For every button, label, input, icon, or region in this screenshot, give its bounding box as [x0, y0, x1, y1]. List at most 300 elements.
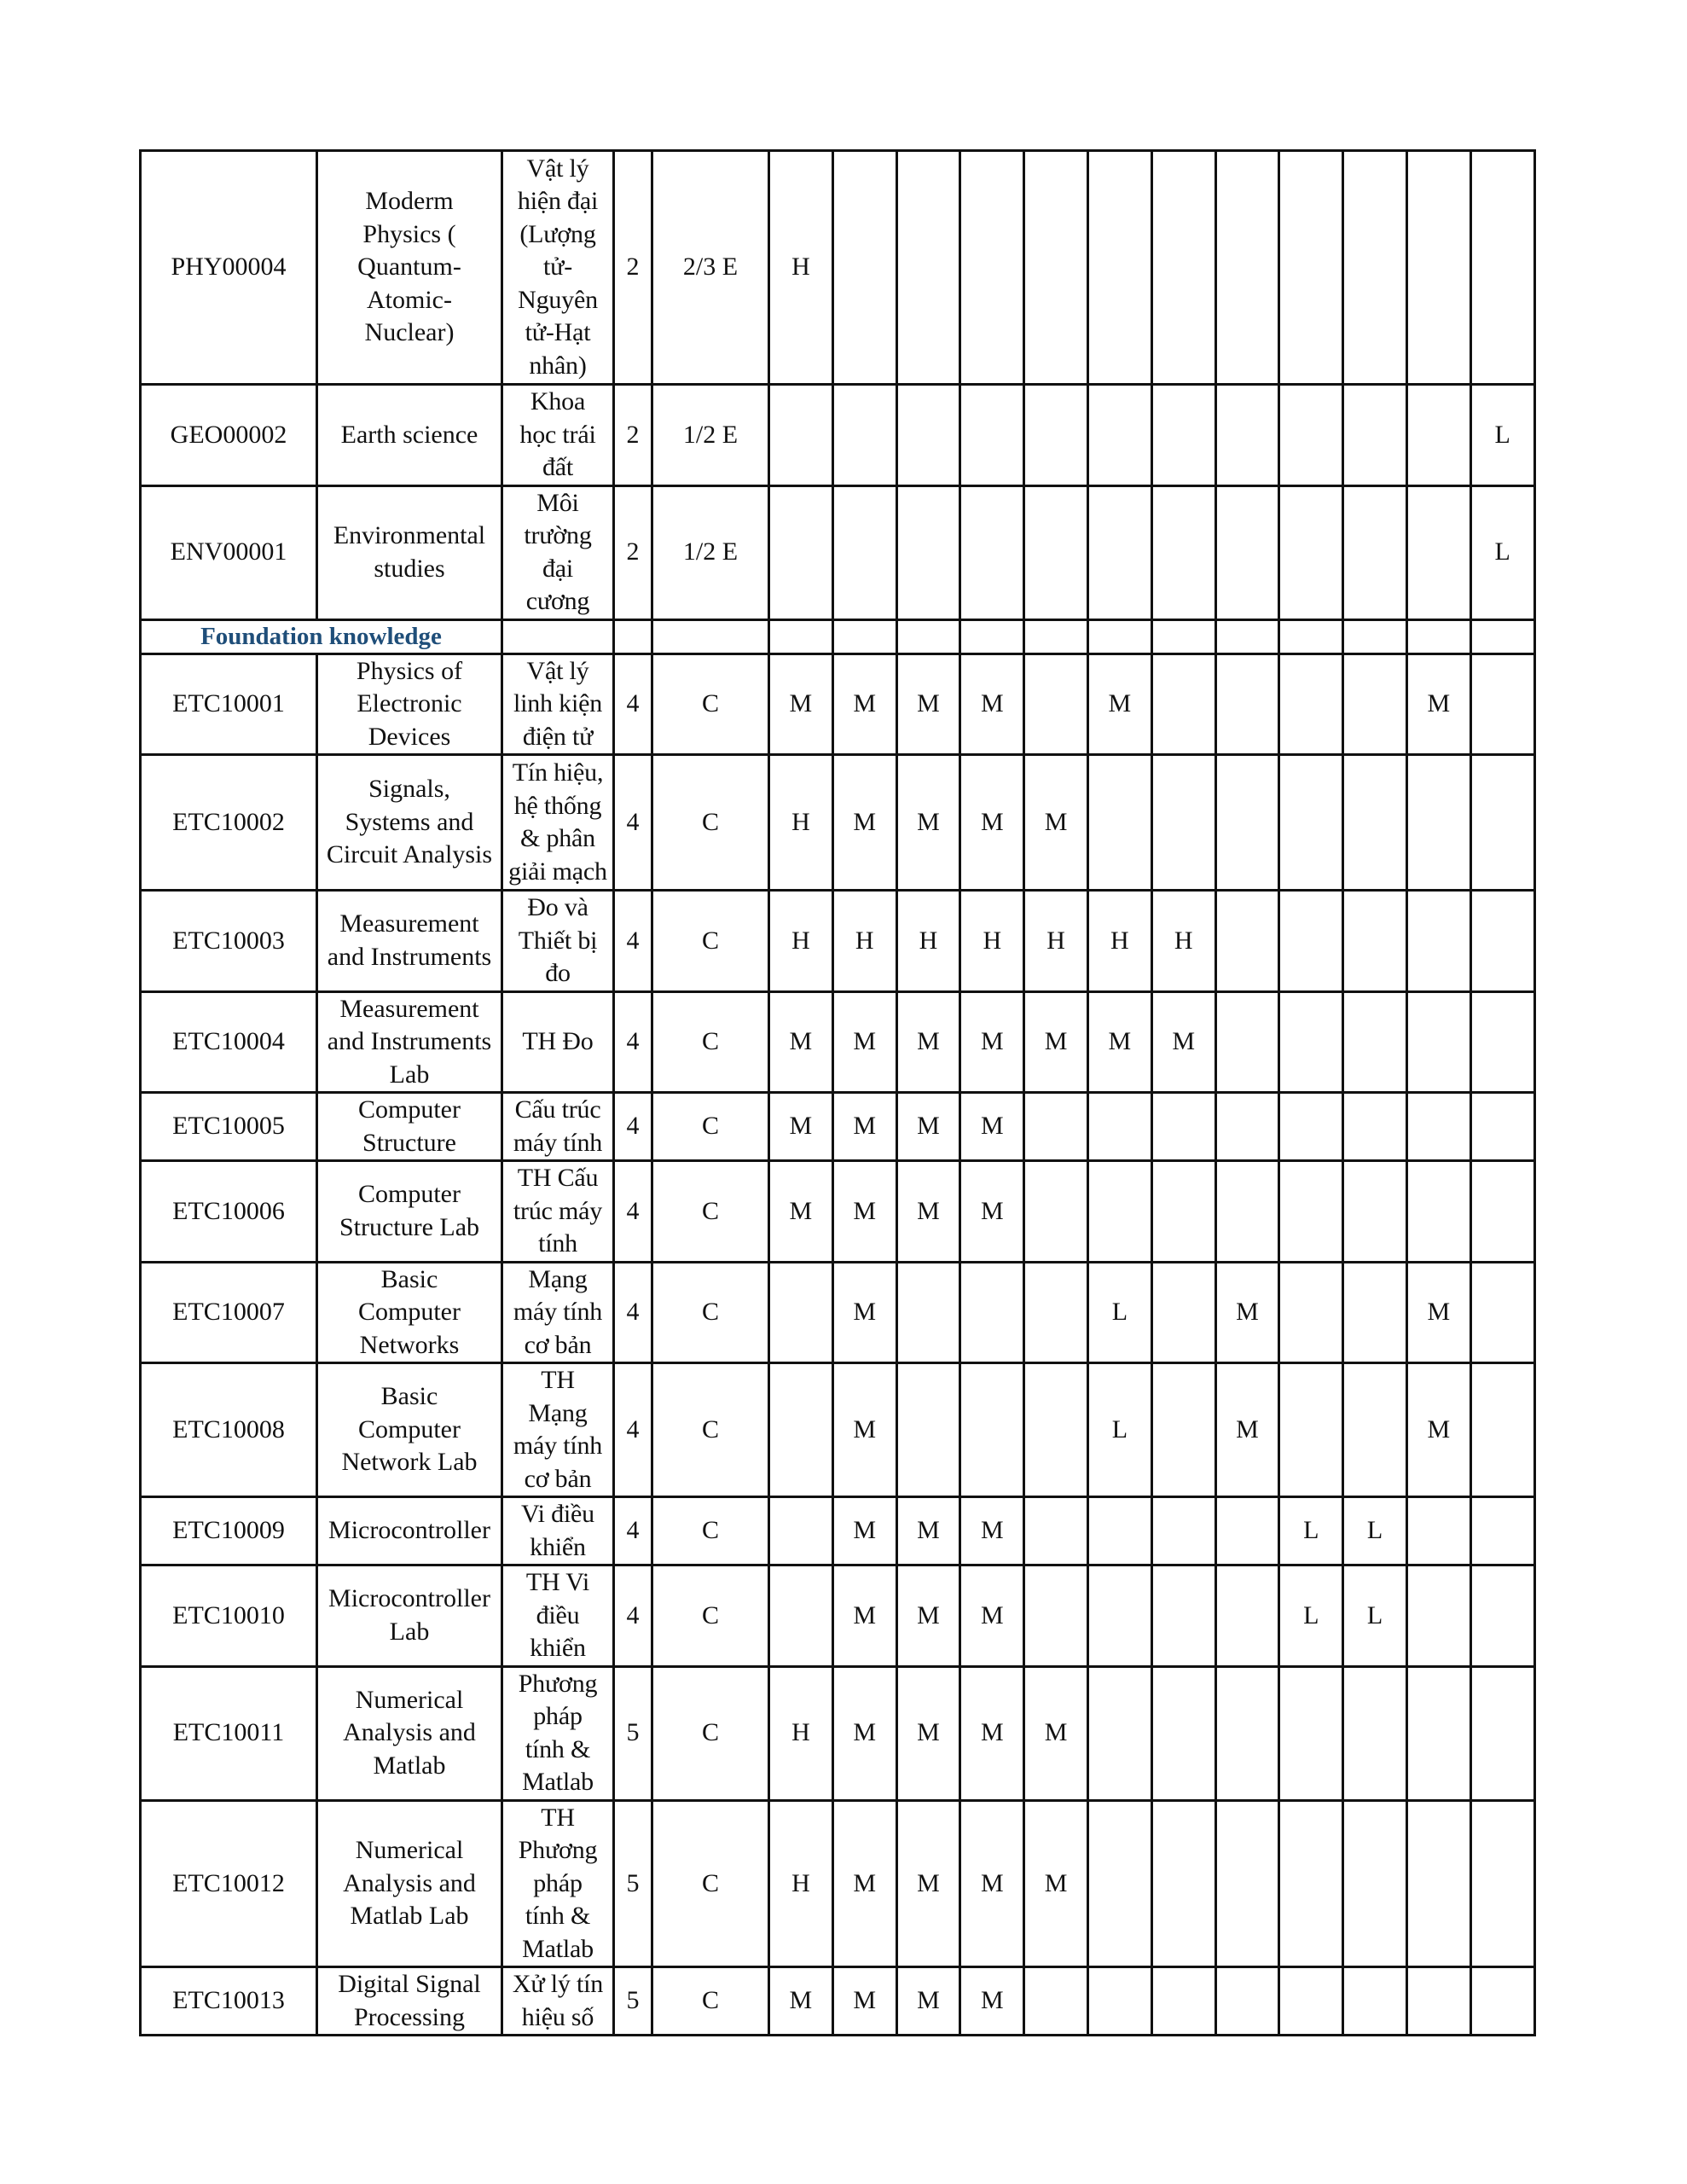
outcome-level	[1470, 1800, 1534, 1967]
course-name-vn-line: Matlab	[522, 1934, 594, 1963]
course-type: C	[652, 1565, 769, 1667]
outcome-level	[1215, 891, 1279, 992]
course-name-en-line: Computer	[358, 1414, 461, 1443]
outcome-level: M	[1024, 755, 1088, 891]
course-name-vn	[502, 1666, 614, 1800]
course-type: C	[652, 991, 769, 1093]
outcome-level: M	[832, 1093, 896, 1161]
outcome-level	[1470, 1161, 1534, 1263]
outcome-level	[1087, 1666, 1151, 1800]
course-name-vn-line: Thiết bị	[518, 926, 598, 955]
empty-cell	[1151, 619, 1215, 653]
outcome-level	[1406, 1497, 1470, 1565]
course-name-vn-line: điện tử	[522, 722, 594, 751]
course-name-en-line: Measurement	[339, 994, 479, 1023]
outcome-level	[1470, 151, 1534, 385]
outcome-level	[769, 1565, 833, 1667]
outcome-level	[1279, 1262, 1343, 1363]
outcome-level	[1343, 485, 1407, 619]
outcome-level: H	[960, 891, 1024, 992]
course-name-en-line: Analysis and	[343, 1868, 476, 1897]
course-name-vn-line: pháp	[533, 1702, 583, 1730]
outcome-level: M	[896, 1497, 960, 1565]
outcome-level: M	[1406, 1363, 1470, 1497]
outcome-level	[960, 485, 1024, 619]
credits: 4	[614, 991, 652, 1093]
outcome-level	[1343, 385, 1407, 486]
course-name-vn-line: cơ bản	[524, 1330, 592, 1359]
course-name-en	[317, 1093, 502, 1161]
course-name-en-line: Atomic-	[367, 285, 452, 314]
course-name-en	[317, 485, 502, 619]
outcome-level	[1151, 151, 1215, 385]
course-type: C	[652, 891, 769, 992]
outcome-level	[1343, 891, 1407, 992]
course-name-en	[317, 991, 502, 1093]
course-name-vn	[502, 1565, 614, 1667]
outcome-level	[1343, 1093, 1407, 1161]
outcome-level	[1087, 485, 1151, 619]
empty-cell	[1087, 619, 1151, 653]
outcome-level	[1343, 1161, 1407, 1263]
outcome-level	[1406, 1666, 1470, 1800]
outcome-level	[1279, 1800, 1343, 1967]
outcome-level	[769, 1497, 833, 1565]
outcome-level	[1024, 1363, 1088, 1497]
course-name-vn-line: cơ bản	[524, 1464, 592, 1493]
outcome-level	[1151, 755, 1215, 891]
outcome-level	[1343, 1666, 1407, 1800]
course-name-vn-line: Phương	[518, 1836, 598, 1864]
course-name-en	[317, 653, 502, 755]
course-code: ETC10001	[141, 653, 317, 755]
course-name-vn-line: nhân)	[529, 351, 587, 380]
outcome-level	[1151, 1666, 1215, 1800]
outcome-level: L	[1343, 1565, 1407, 1667]
course-name-vn-line: Tín hiệu,	[512, 758, 604, 787]
outcome-level	[1151, 1967, 1215, 2036]
course-name-vn-line: Môi	[536, 488, 579, 517]
outcome-level	[1406, 755, 1470, 891]
course-name-en-line: studies	[374, 554, 445, 583]
outcome-level	[1024, 1093, 1088, 1161]
course-type: C	[652, 1262, 769, 1363]
course-type: C	[652, 1363, 769, 1497]
course-name-en-line: Systems and	[345, 807, 474, 836]
empty-cell	[1343, 619, 1407, 653]
outcome-level: M	[960, 1967, 1024, 2036]
outcome-level	[1024, 653, 1088, 755]
course-code: ETC10004	[141, 991, 317, 1093]
course-name-vn-line: & phân	[520, 824, 595, 852]
outcome-level	[1087, 1093, 1151, 1161]
course-name-vn-line: tính	[538, 1229, 577, 1258]
course-name-vn-line: đo	[545, 959, 571, 987]
course-code: ETC10012	[141, 1800, 317, 1967]
course-name-vn-line: tính &	[525, 1734, 591, 1763]
outcome-level	[1024, 1967, 1088, 2036]
course-name-en	[317, 1363, 502, 1497]
outcome-level	[1024, 1161, 1088, 1263]
course-code: PHY00004	[141, 151, 317, 385]
empty-cell	[1279, 619, 1343, 653]
outcome-level: H	[896, 891, 960, 992]
course-name-en-line: Lab	[389, 1060, 430, 1089]
course-name-vn-line: khiển	[530, 1634, 586, 1662]
course-code: ETC10005	[141, 1093, 317, 1161]
course-name-en-line: Microcontroller	[328, 1584, 490, 1613]
course-name-vn-line: TH Cấu	[517, 1164, 599, 1192]
outcome-level: M	[769, 1093, 833, 1161]
table-row	[141, 485, 1535, 619]
course-name-vn-line: hiện đại	[517, 187, 599, 216]
course-name-en	[317, 1565, 502, 1667]
outcome-level: L	[1279, 1497, 1343, 1565]
outcome-level: M	[769, 991, 833, 1093]
outcome-level	[1215, 1161, 1279, 1263]
outcome-level	[960, 1262, 1024, 1363]
course-name-en	[317, 151, 502, 385]
empty-cell	[960, 619, 1024, 653]
outcome-level: M	[1087, 653, 1151, 755]
credits: 4	[614, 755, 652, 891]
outcome-level	[1087, 1565, 1151, 1667]
outcome-level	[1024, 485, 1088, 619]
outcome-level	[1406, 1161, 1470, 1263]
outcome-level	[1470, 891, 1534, 992]
course-type: 2/3 E	[652, 151, 769, 385]
outcome-level: M	[896, 1161, 960, 1263]
outcome-level	[1151, 1262, 1215, 1363]
outcome-level: M	[896, 1093, 960, 1161]
course-name-vn-line: TH	[541, 1803, 575, 1832]
outcome-level: M	[960, 1093, 1024, 1161]
course-name-vn-line: học trái	[519, 420, 596, 449]
course-name-en-line: Analysis and	[343, 1718, 476, 1747]
outcome-level	[1343, 1800, 1407, 1967]
outcome-level	[1279, 1967, 1343, 2036]
outcome-level: M	[769, 653, 833, 755]
course-name-vn-line: tử-	[543, 253, 572, 282]
course-code: ETC10006	[141, 1161, 317, 1263]
course-name-en	[317, 1161, 502, 1263]
course-type: C	[652, 1161, 769, 1263]
outcome-level	[1215, 1497, 1279, 1565]
outcome-level	[1470, 755, 1534, 891]
outcome-level: M	[896, 1800, 960, 1967]
outcome-level	[832, 385, 896, 486]
credits: 4	[614, 1093, 652, 1161]
course-name-en-line: Numerical	[355, 1836, 464, 1864]
outcome-level	[1087, 1800, 1151, 1967]
outcome-level: M	[832, 1161, 896, 1263]
empty-cell	[769, 619, 833, 653]
outcome-level: L	[1087, 1262, 1151, 1363]
outcome-level: M	[960, 1800, 1024, 1967]
outcome-level	[1343, 755, 1407, 891]
course-name-en-line: Numerical	[355, 1685, 464, 1714]
course-name-en-line: Quantum-	[357, 253, 461, 282]
outcome-level	[1279, 385, 1343, 486]
course-name-vn-line: Vật lý	[526, 154, 589, 183]
outcome-level: M	[896, 991, 960, 1093]
course-name-en	[317, 891, 502, 992]
course-name-vn	[502, 653, 614, 755]
empty-cell	[1024, 619, 1088, 653]
outcome-level: M	[960, 1565, 1024, 1667]
outcome-level	[1087, 1967, 1151, 2036]
course-name-en-line: Earth science	[340, 420, 478, 449]
outcome-level: M	[1087, 991, 1151, 1093]
course-code: ETC10010	[141, 1565, 317, 1667]
outcome-level	[1279, 1093, 1343, 1161]
outcome-level	[769, 1363, 833, 1497]
course-name-vn	[502, 991, 614, 1093]
outcome-level	[1215, 1093, 1279, 1161]
empty-cell	[1470, 619, 1534, 653]
outcome-level	[1279, 1363, 1343, 1497]
outcome-level	[1406, 1967, 1470, 2036]
table-row	[141, 991, 1535, 1093]
outcome-level	[1343, 991, 1407, 1093]
course-name-vn-line: điều	[536, 1600, 580, 1629]
outcome-level	[1151, 1093, 1215, 1161]
section-header: Foundation knowledge	[141, 619, 502, 653]
course-name-vn-line: máy tính	[513, 1432, 603, 1460]
outcome-level	[1279, 755, 1343, 891]
credits: 4	[614, 1497, 652, 1565]
outcome-level: H	[769, 891, 833, 992]
course-name-vn	[502, 485, 614, 619]
table-row	[141, 1666, 1535, 1800]
course-name-vn-line: trường	[524, 521, 592, 549]
table-row	[141, 1363, 1535, 1497]
outcome-level: M	[832, 653, 896, 755]
outcome-level: M	[896, 1565, 960, 1667]
outcome-level: M	[1024, 1666, 1088, 1800]
outcome-level	[769, 385, 833, 486]
outcome-level	[1470, 1497, 1534, 1565]
course-type: C	[652, 1800, 769, 1967]
outcome-level: H	[769, 151, 833, 385]
credits: 4	[614, 1363, 652, 1497]
outcome-level: M	[960, 755, 1024, 891]
empty-cell	[652, 619, 769, 653]
course-code: ETC10008	[141, 1363, 317, 1497]
outcome-level	[1024, 151, 1088, 385]
outcome-level	[1024, 1565, 1088, 1667]
credits: 4	[614, 891, 652, 992]
credits: 5	[614, 1967, 652, 2036]
course-type: C	[652, 653, 769, 755]
empty-cell	[832, 619, 896, 653]
course-code: ETC10003	[141, 891, 317, 992]
course-name-en-line: Basic	[380, 1264, 438, 1293]
course-name-en	[317, 1262, 502, 1363]
outcome-level	[1279, 485, 1343, 619]
course-name-vn	[502, 1967, 614, 2036]
course-name-en-line: Lab	[389, 1617, 430, 1646]
course-name-vn-line: TH	[541, 1366, 575, 1394]
course-name-en-line: Physics of	[356, 656, 463, 685]
outcome-level: M	[896, 1666, 960, 1800]
course-name-en	[317, 1967, 502, 2036]
outcome-level: M	[769, 1161, 833, 1263]
course-name-vn-line: Đo và	[527, 893, 588, 921]
outcome-level	[1470, 1262, 1534, 1363]
outcome-level: M	[832, 1565, 896, 1667]
outcome-level: H	[769, 1800, 833, 1967]
course-name-vn	[502, 1262, 614, 1363]
course-name-vn	[502, 1497, 614, 1565]
table-row	[141, 1161, 1535, 1263]
outcome-level	[1343, 1967, 1407, 2036]
outcome-level: M	[896, 1967, 960, 2036]
outcome-level	[1151, 653, 1215, 755]
course-name-vn-line: TH Vi	[525, 1568, 590, 1596]
outcome-level: M	[832, 755, 896, 891]
outcome-level: L	[1470, 385, 1534, 486]
outcome-level: M	[832, 991, 896, 1093]
outcome-level: H	[1151, 891, 1215, 992]
outcome-level	[1024, 385, 1088, 486]
outcome-level	[769, 485, 833, 619]
outcome-level: M	[1024, 991, 1088, 1093]
course-name-vn-line: trúc máy	[513, 1196, 603, 1225]
course-name-vn-line: Mạng	[528, 1398, 588, 1427]
outcome-level: H	[769, 1666, 833, 1800]
course-name-vn-line: tính &	[525, 1902, 591, 1930]
course-name-en-line: Signals,	[368, 775, 450, 804]
outcome-level: M	[960, 1666, 1024, 1800]
outcome-level: M	[960, 991, 1024, 1093]
course-name-vn	[502, 1093, 614, 1161]
course-name-vn-line: Phương	[518, 1669, 598, 1698]
outcome-level: L	[1343, 1497, 1407, 1565]
course-name-en-line: Computer	[358, 1095, 461, 1124]
outcome-level	[960, 151, 1024, 385]
outcome-level	[1215, 485, 1279, 619]
outcome-level	[1087, 755, 1151, 891]
table-row	[141, 653, 1535, 755]
outcome-level	[896, 1262, 960, 1363]
course-name-en-line: Electronic	[357, 689, 462, 717]
course-name-vn-line: Vật lý	[526, 656, 589, 685]
credits: 2	[614, 485, 652, 619]
outcome-level	[896, 385, 960, 486]
outcome-level	[960, 1363, 1024, 1497]
table-row	[141, 1262, 1535, 1363]
course-name-vn-line: hiệu số	[521, 2002, 594, 2031]
outcome-level: M	[896, 755, 960, 891]
outcome-level	[1406, 1093, 1470, 1161]
outcome-level	[1470, 1967, 1534, 2036]
outcome-level	[960, 385, 1024, 486]
table-row	[141, 1497, 1535, 1565]
course-type: 1/2 E	[652, 385, 769, 486]
outcome-level	[1151, 1161, 1215, 1263]
outcome-level: M	[1215, 1262, 1279, 1363]
course-name-vn-line: linh kiện	[513, 689, 603, 717]
outcome-level	[1343, 653, 1407, 755]
outcome-level	[1470, 1093, 1534, 1161]
outcome-level	[1215, 1967, 1279, 2036]
outcome-level	[1406, 991, 1470, 1093]
course-code: ETC10002	[141, 755, 317, 891]
course-code: ETC10013	[141, 1967, 317, 2036]
outcome-level	[1215, 1666, 1279, 1800]
outcome-level: M	[960, 1497, 1024, 1565]
course-name-vn	[502, 755, 614, 891]
credits: 4	[614, 1565, 652, 1667]
outcome-level	[1087, 385, 1151, 486]
course-name-vn-line: Matlab	[522, 1768, 594, 1796]
outcome-level	[1215, 385, 1279, 486]
outcome-level: M	[1024, 1800, 1088, 1967]
course-name-vn-line: (Lượng	[519, 219, 596, 248]
outcome-level: H	[1024, 891, 1088, 992]
empty-cell	[1215, 619, 1279, 653]
outcome-level	[1406, 891, 1470, 992]
course-name-en-line: Environmental	[333, 521, 486, 549]
outcome-level	[1343, 151, 1407, 385]
empty-cell	[502, 619, 614, 653]
course-name-vn-line: tử-Hạt	[525, 318, 591, 347]
outcome-level: M	[1215, 1363, 1279, 1497]
course-name-vn-line: đại	[542, 554, 574, 583]
outcome-level	[1151, 1497, 1215, 1565]
outcome-level	[1215, 991, 1279, 1093]
outcome-level	[1024, 1497, 1088, 1565]
empty-cell	[614, 619, 652, 653]
outcome-level	[896, 1363, 960, 1497]
credits: 4	[614, 1161, 652, 1263]
course-name-en-line: Matlab	[373, 1751, 446, 1780]
outcome-level	[1406, 1800, 1470, 1967]
course-name-en-line: and Instruments	[327, 1027, 492, 1055]
outcome-level	[896, 151, 960, 385]
outcome-level	[1470, 991, 1534, 1093]
course-name-vn-line: hệ thống	[513, 791, 602, 820]
outcome-level: M	[832, 1800, 896, 1967]
outcome-level: M	[832, 1497, 896, 1565]
outcome-level	[1087, 1161, 1151, 1263]
course-type: 1/2 E	[652, 485, 769, 619]
outcome-level	[832, 485, 896, 619]
credits: 2	[614, 385, 652, 486]
course-name-en-line: Measurement	[339, 909, 479, 938]
outcome-level	[1215, 151, 1279, 385]
course-type: C	[652, 1093, 769, 1161]
table-row	[141, 755, 1535, 891]
course-name-en-line: Moderm	[365, 187, 454, 216]
outcome-level	[1215, 1800, 1279, 1967]
outcome-level	[1151, 1800, 1215, 1967]
course-name-vn-line: TH Đo	[522, 1027, 594, 1055]
outcome-level	[1279, 1161, 1343, 1263]
course-name-vn	[502, 891, 614, 992]
outcome-level	[1087, 1497, 1151, 1565]
outcome-level	[1343, 1262, 1407, 1363]
course-code: ETC10011	[141, 1666, 317, 1800]
table-row	[141, 385, 1535, 486]
course-name-en-line: Networks	[359, 1330, 460, 1359]
outcome-level	[1087, 151, 1151, 385]
course-code: GEO00002	[141, 385, 317, 486]
outcome-level: M	[1406, 653, 1470, 755]
table-body	[141, 151, 1535, 2036]
empty-cell	[1406, 619, 1470, 653]
